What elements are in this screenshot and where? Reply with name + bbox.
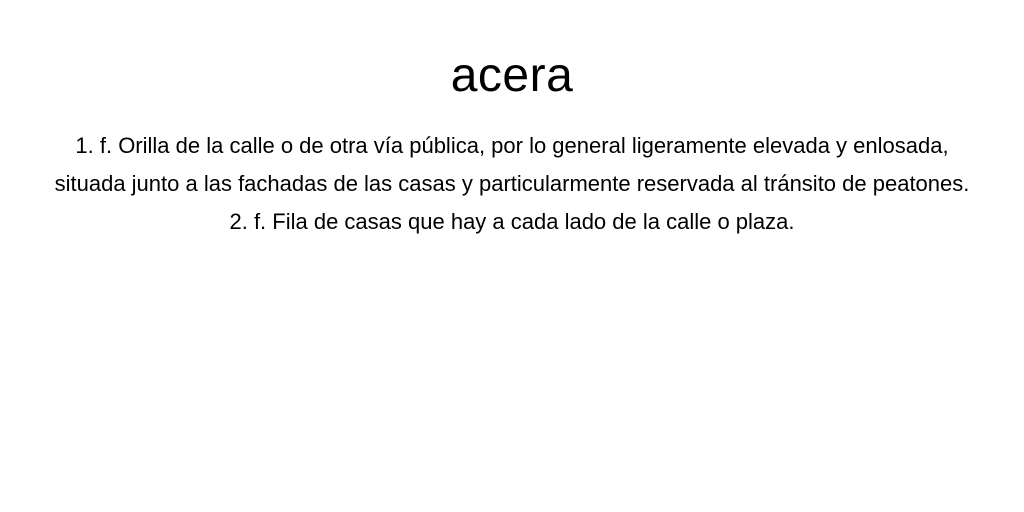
- definition-list: [50, 127, 974, 241]
- definition-2: 2. f. Fila de casas que hay a cada lado de la calle o plaza.: [229, 209, 795, 234]
- definition-1: 1. f. Orilla de la calle o de otra vía pública, por lo general ligeramente elevada y enlosada, situada junto a las fachadas de las casas y particularmente reservada al tránsito de peatones.: [54, 133, 970, 196]
- headword: acera: [450, 49, 574, 102]
